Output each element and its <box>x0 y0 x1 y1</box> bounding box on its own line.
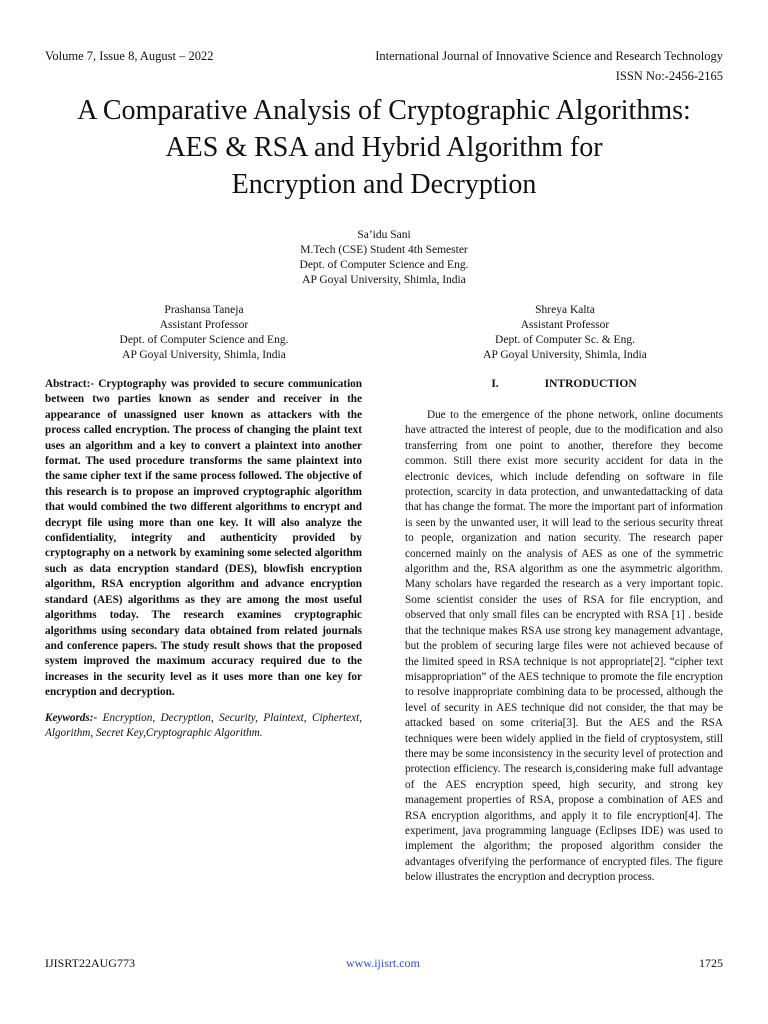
author-role: M.Tech (CSE) Student 4th Semester <box>300 244 468 256</box>
paper-title <box>20 92 748 203</box>
keywords-label: Keywords:- <box>45 711 98 724</box>
issn: ISSN No:-2456-2165 <box>615 69 723 83</box>
author-dept: Dept. of Computer Sc. & Eng. <box>495 334 635 346</box>
abstract-text: Abstract:- Cryptography was provided to secure communication between two parties known as sender and receiver in the appearance of unassigned user known as attackers with the process called encryption. The process of changing the plaint text uses an algorithm and a key to convert a plaintext into another format. The used procedure transforms the same plaintext into the same cipher text if the same process followed. The objective of this research is to propose an improved cryptographic algorithm that would combined the two different algorithms to encrypt and decrypt file using more than one key. It will also analyze the confidentiality, integrity and authenticity provided by cryptography on a network by examining some selected algorithm such as data encryption standard (DES), blowfish encryption algorithm, RSA encryption algorithm and advance encryption standard (AES) algorithms as they are among the most useful algorithms today. The research examines cryptographic algorithms using secondary data obtained from related journals and conference papers. The study result shows that the proposed system improved the maximum accuracy required due to the increases in the security level as it uses more than one key for encryption and decryption. <box>45 378 362 699</box>
author-dept: Dept. of Computer Science and Eng. <box>119 334 289 346</box>
author-left <box>54 303 354 363</box>
author-university: AP Goyal University, Shimla, India <box>483 349 647 361</box>
introduction-column <box>405 377 723 886</box>
section-heading <box>405 377 723 392</box>
title-line: A Comparative Analysis of Cryptographic Algorithms: <box>77 95 691 126</box>
journal-name: International Journal of Innovative Science and Research Technology <box>375 49 723 63</box>
author-role: Assistant Professor <box>520 319 610 331</box>
title-line: Encryption and Decryption <box>231 169 537 200</box>
author-right <box>415 303 715 363</box>
section-title: INTRODUCTION <box>544 378 637 390</box>
author-role: Assistant Professor <box>159 319 249 331</box>
introduction-body: Due to the emergence of the phone network, online documents have attracted the interest of people, due to the modification and also transferring from one point to another, therefore they become common. Still there exist more security accident for data in the electronic devices, which include defending on software in file protection, scarcity in data protection, and unwantedattacking of data that has change the format. The more the important part of information is seen by the unwanted user, it will lead to the serious security threat to people, organization and nation security. The research paper concerned mainly on the analysis of AES as one of the symmetric algorithm and the, RSA algorithm as one the asymmetric algorithm. Many scholars have regarded the research as a very important topic. Some scientist consider the uses of RSA for file encryption, and observed that only small files can be encrypted with RSA [1] . beside that the technique makes RSA use strong key management advantage, but the problem of securing large files were not achieved because of the limited speed in RSA technique is not appropriate[2]. “cipher text misappropriation” of the AES technique to promote the file encryption to resolve inappropriate combining data to be processed, although the level of security in AES technique did not consider, the that may be attacked based on some criteria[3]. But the AES and the RSA techniques were been widely applied in the field of cryptosystem, still there may be some inconsistency in the security level of protection and protection efficiency. The research is,considering make full advantage of the AES encryption speed, high security, and strong key management properties of RSA, propose a combination of AES and RSA encryption algorithms, and apply it to file encryption[4]. The experiment, java programming language (Eclipses IDE) was used to implement the algorithm; the proposed algorithm consider the advantages ofverifying the performance of encrypted files. The figure below illustrates the encryption and decryption process. <box>405 409 723 884</box>
page-number: 1725 <box>699 956 723 970</box>
title-line: AES & RSA and Hybrid Algorithm for <box>165 132 603 163</box>
author-name: Prashansa Taneja <box>164 304 244 316</box>
author-name: Sa’idu Sani <box>357 229 411 241</box>
abstract-column <box>45 377 362 741</box>
volume-info: Volume 7, Issue 8, August – 2022 <box>45 49 214 63</box>
keywords <box>45 711 362 742</box>
author-dept: Dept. of Computer Science and Eng. <box>299 259 469 271</box>
footer-website-link[interactable]: www.ijisrt.com <box>346 956 420 970</box>
section-number: I. <box>491 378 499 390</box>
author-university: AP Goyal University, Shimla, India <box>302 274 466 286</box>
footer-code: IJISRT22AUG773 <box>45 956 135 970</box>
author-name: Shreya Kalta <box>535 304 595 316</box>
author-main <box>234 228 534 288</box>
author-university: AP Goyal University, Shimla, India <box>122 349 286 361</box>
keywords-text: Encryption, Decryption, Security, Plaintext, Ciphertext, Algorithm, Secret Key,Cryptographic Algorithm. <box>45 711 363 739</box>
